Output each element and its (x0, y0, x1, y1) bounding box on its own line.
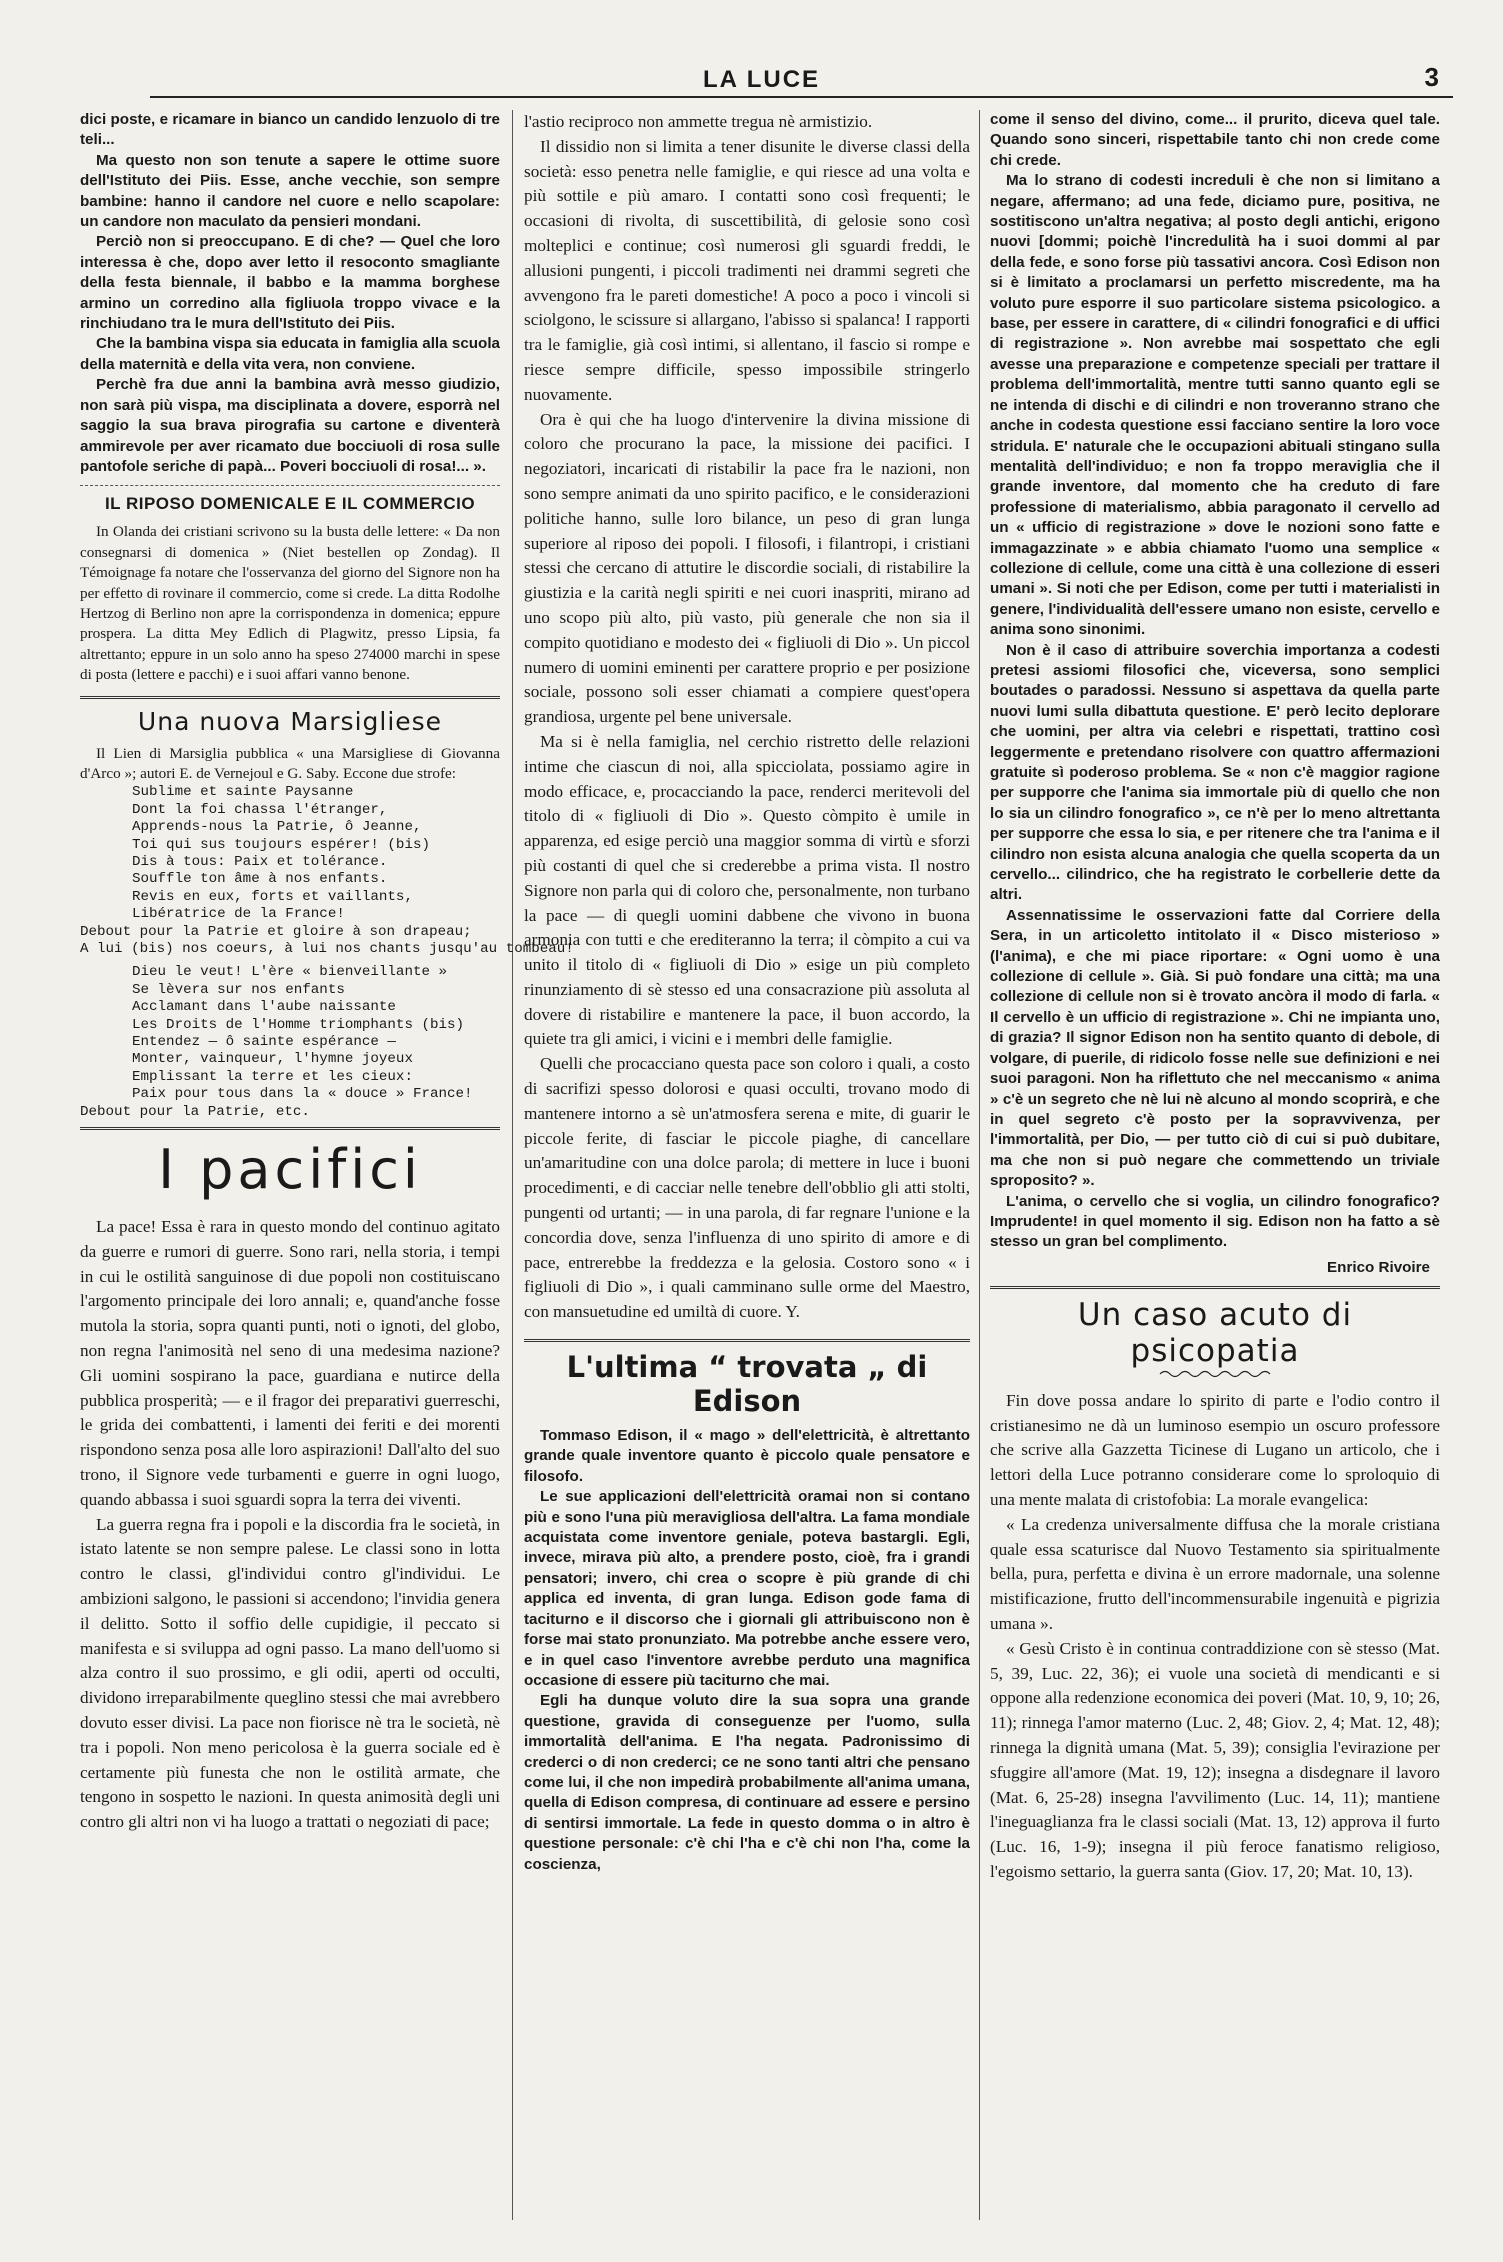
poem-line: Les Droits de l'Homme triomphants (bis) (132, 1016, 465, 1033)
poem-line: Emplissant la terre et les cieux: (132, 1068, 413, 1085)
pacifici-heading: I pacifici (158, 1138, 422, 1202)
poem-line: Dont la foi chassa l'étranger, (132, 801, 388, 818)
column-1 (80, 110, 574, 2230)
newspaper-title: LA LUCE (702, 66, 821, 93)
paragraph: L'anima, o cervello che si voglia, un cilindro fonografico? Imprudente! in quel momento il sig. Edison non ha fatto a sè stesso un gran bel complimento. (990, 1192, 1440, 1251)
paragraph: Il dissidio non si limita a tener disunite le diverse classi della società: esso penetra nelle famiglie, e qui riesce ad una volta e più sottile e più amaro. I contatti sono così frequenti; le occasioni di rivolta, di suscettibilità, di gelosie sono così molteplici e continue; così numerosi gli sguardi freddi, le allusioni pungenti, i piccoli tradimenti nei drammi segreti che avvengono fra le pareti domestiche! A poco a poco i vincoli si sciolgono, le scissure si allargano, l'abisso si spalanca! I rapporti tra le famiglie, già così intimi, si allentano, il fascio si rompe e riesce sempre difficile, spesso impossibile stringerlo nuovamente. (524, 136, 970, 404)
trovata-article (524, 1426, 970, 1875)
page-number: 3 (1424, 62, 1439, 92)
poem-line: Dis à tous: Paix et tolérance. (132, 854, 388, 870)
paragraph: Ora è qui che ha luogo d'intervenire la divina missione di coloro che procurano la pace, la missione dei pacifici. I negoziatori, incaricati di ristabilir la pace fra le nazioni, non sono sempre animati da uno spirito pacifico, e le considerazioni politiche hanno, sulle loro bilance, un peso di gran lunga superiore al riposo dei popoli. I filosofi, i filantropi, i cristiani stessi che cercano di attutire le discordie sociali, di ristabilire la giustizia e la carità negli spiriti e nei cuori inaspriti, mirano ad uno scopo più alto, più vasto, più generale che non sia il compito quotidiano e modesto dei « figliuoli di Dio ». Un piccol numero di uomini eminenti per carattere proprio e per posizione sociale, possono soli esser chiamati a compiere quest'opera grandiosa, urgente pel bene universale. (524, 409, 970, 727)
paragraph: « La credenza universalmente diffusa che la morale cristiana quale essa scaturisce dal Nuovo Testamento sia spiritualmente bella, pura, perfetta e divina è un errore madornale, una solenne mistificazione, frutto dell'incommensurabile ingenuità e pigrizia umana ». (990, 1514, 1440, 1633)
intro-continuation (80, 110, 500, 477)
section-divider (524, 1339, 970, 1342)
decorative-squiggle (1160, 1369, 1270, 1379)
paragraph: l'astio reciproco non ammette tregua nè armistizio. (524, 112, 873, 131)
marsigliese-heading: Una nuova Marsigliese (137, 706, 443, 736)
section-divider (80, 1127, 500, 1130)
paragraph: Egli ha dunque voluto dire la sua sopra una grande questione, gravida di conseguenze per l'uomo, sulla immortalità dell'anima. E l'ha negata. Padronissimo di crederci o di non crederci; ce ne sono tanti altri che pensano come lui, il che non impedirà probabilmente all'anima umana, quella di Edison compresa, di continuare ad essere e persino di sentirsi immortale. La fede in questo domma o in altro è questione personale: c'è chi l'ha e c'è chi non l'ha, come la coscienza, (524, 1692, 970, 1873)
paragraph: dici poste, e ricamare in bianco un candido lenzuolo di tre teli... (80, 111, 500, 149)
poem-line: Libératrice de la France! (132, 906, 345, 923)
pacifici-article (80, 1215, 500, 1835)
section-divider (80, 696, 500, 699)
poem-line: Debout pour la Patrie, etc. (80, 1103, 310, 1120)
pacifici-continuation (524, 110, 970, 1325)
column-2 (524, 110, 970, 2230)
column-divider (512, 110, 513, 2220)
paragraph: Non è il caso di attribuire soverchia importanza a codesti pretesi assiomi filosofici che, viceversa, sono semplici boutades o paradossi. Nessuno si aspettava da quella parte nuovi lumi sulla dibattuta questione. E' però lecito deplorare che uomini, per altra via celebri e rispettati, trattino così leggermente e pretendano risolvere con quattro affermazioni gratuite sì poderoso problema. Se « non c'è maggior ragione per supporre che l'anima sia immortale più di quello che non lo sia un cilindro fonografico », ce n'è per lo meno altrettanta per supporre che essa lo sia, e per ritenere che tra l'anima e il cilindro non esista alcuna analogia che quella scoperta da un cervello... cilindrico, che ha registrato le corbellerie dette da altri. (990, 641, 1440, 904)
poem-line: Se lèvera sur nos enfants (132, 981, 345, 998)
author-signature: Enrico Rivoire (1327, 1258, 1430, 1276)
paragraph: Ma lo strano di codesti increduli è che non si limitano a negare, affermano; ad una fede, diciamo pure, positiva, ne sostitiscono un'altra negativa; al posto degli antichi, erigono nuovi [dommi; poichè l'incredulità ha i suoi dommi al par della fede, e sono forse più tassativi ancora. Così Edison non si è limitato a proclamarsi un perfetto miscredente, ma ha voluto pure esporre il suo particolare sistema psicologico. a base, per essere in carattere, di « cilindri fonografici e di uffici di registrazione ». Non avrebbe mai sospettato che egli avesse una preparazione e competenze speciali per trattare il problema dell'immortalità, mentre tutti sanno quanto egli se ne intenda di dischi e di cilindri e non troveranno strano che anche in codesta questione essi facciano sentire la loro voce stridula. E' naturale che le occupazioni abituali stingano sulla mentalità dell'individuo; e non fa troppo meraviglia che il grande inventore, dal momento che ha creduto di fare professione di materialismo, abbia paragonato il cervello ad un « ufficio di registrazione » dove le nozioni sono fatte e immagazzinate » e abbia chiamato l'uomo una semplice « collezione di cellule, come una città è una collezione di esseri umani ». Si noti che per Edison, come per tutti i materialisti in genere, l'individualità dell'essere umano non esiste, cervello e anima sono sinonimi. (990, 172, 1440, 639)
caso-heading: Un caso acuto di psicopatia (1077, 1296, 1353, 1369)
paragraph: Perchè fra due anni la bambina avrà messo giudizio, non sarà più vispa, ma disciplinata a dovere, esporrà nel saggio la sua brava pirografia su cartone e diventerà ammirevole per aver ricamato due bocciuoli di rosa sulle pantofole seriche di papà... Poveri bocciuoli di rosa!... ». (80, 376, 500, 475)
column-divider (979, 110, 980, 2220)
poem-line: A lui (bis) nos coeurs, à lui nos chants jusqu'au tombeau! (80, 941, 574, 958)
poem-line: Dieu le veut! L'ère « bienveillante » (132, 964, 448, 981)
section-divider (990, 1286, 1440, 1289)
paragraph: come il senso del divino, come... il prurito, diceva quel tale. Quando sono sinceri, rispettabile tanto chi non crede come chi crede. (990, 111, 1440, 169)
trovata-heading: L'ultima “ trovata „ di Edison (566, 1350, 928, 1419)
paragraph: Tommaso Edison, il « mago » dell'elettricità, è altrettanto grande quale inventore quanto è piccolo quale pensatore e filosofo. (524, 1427, 970, 1485)
paragraph: Che la bambina vispa sia educata in famiglia alla scuola della maternità e della vita vera, non conviene. (80, 335, 500, 373)
poem-line: Paix pour tous dans la « douce » France! (132, 1086, 473, 1103)
paragraph: « Gesù Cristo è in continua contraddizione con sè stesso (Mat. 5, 39, Luc. 22, 36); ei vuole una società di mendicanti e si oppone alla redenzione economica dei poveri (Mat. 10, 9, 10; 26, 11); rinnega l'amor materno (Luc. 2, 48; Giov. 2, 4; Mat. 12, 48); rinnega la dignità umana (Mat. 5, 39); consiglia l'evirazione per sfuggire all'amore (Mat. 19, 12); insegna a disdegnare il lavoro (Mat. 6, 25-28) insegna l'avvilimento (Luc. 14, 11); mantiene l'ineguaglianza fra le classi sociali (Mat. 13, 12) approva il furto (Luc. 16, 1-9); insegna il più feroce fanatismo religioso, l'egoismo settario, la guerra santa (Giov. 17, 20; Mat. 10, 13). (990, 1638, 1440, 1881)
paragraph: Ma questo non son tenute a sapere le ottime suore dell'Istituto dei Piis. Esse, anche vecchie, son sempre bambine: hanno il candore nel cuore e nello scapolare: un candore non maculato da pensieri mondani. (80, 151, 500, 231)
paragraph: La guerra regna fra i popoli e la discordia fra le società, in istato latente se non sempre palese. Le classi sono in lotta contro le classi, gl'individui contro gl'individui. Le ambizioni salgono, le passioni si accendono; l'invidia genera il delitto. Sotto il soffio delle cupidigie, il peccato si manifesta e si sviluppa ad ogni passo. La mano dell'uomo si alza contro il suo prossimo, e gli odii, aperti od occulti, dividono irreparabilmente queglino stessi che mai avrebbero dovuto esser divisi. La pace non fiorisce nè tra le società, nè tra i popoli. Non meno pericolosa è la guerra sociale ed è certamente più funesta che non le ostilità armate, che tengono in sospetto le nazioni. In questa animosità degli uni contro gli altri non vi ha luogo a trattati o negoziati di pace; (80, 1514, 500, 1832)
poem-line: Entendez — ô sainte espérance — (132, 1034, 396, 1051)
riposo-article: In Olanda dei cristiani scrivono su la busta delle lettere: « Da non consegnarsi di domenica » (Niet bestellen op Zondag). Il Témoignage fa notare che l'osservanza del giorno del Signore non ha per effetto di rovinare il commercio, come si crede. La ditta Rodolhe Hertzog di Berlino non apre la corrispondenza in domenica; eppure prospera. La ditta Mey Edlich di Plagwitz, presso Lipsia, fa altrettanto; eppure in un solo anno ha speso 274000 marchi in spese di posta (lettere e pacchi) e i suoi affari vanno benone. (80, 523, 500, 684)
trovata-continuation (990, 110, 1440, 1253)
poem-line: Debout pour la Patrie et gloire à son drapeau; (80, 923, 472, 940)
poem-line: Souffle ton âme à nos enfants. (132, 871, 388, 888)
paragraph: Perciò non si preoccupano. E di che? — Quel che loro interessa è che, dopo aver letto il resoconto smagliante della festa biennale, il babbo e la mamma borghese armino un corredino alla figliuola troppo vivace e la rinchiudano tra le mura dell'Istituto dei Piis. (80, 233, 500, 333)
paragraph: Le sue applicazioni dell'elettricità oramai non si contano più e sono l'una più meravigliosa dell'altra. La fama mondiale acquistata come inventore geniale, poteva bastargli. Egli, invece, mirava più alto, a prendere posto, cioè, fra i grandi pensatori; invero, chi crea o scopre è più grande di chi applica ed inventa, di gran lunga. Edison gode fama di taciturno e il discorso che i giornali gli attribuiscono non è forse mai stato pronunziato. Ma potrebbe anche essere vero, e in quel caso l'inventore avrebbe perduto una magnifica occasione di essere più taciturno che mai. (524, 1488, 970, 1689)
paragraph: Assennatissime le osservazioni fatte dal Corriere della Sera, in un articoletto intitolato il « Disco misterioso » (l'anima), e che mi piace riportare: « Ogni uomo è una collezione di cellule ». Già. Si può fondare una città; ma una collezione di cellule non si è trovato ancòra il modo di farla. « Il cervello è un ufficio di registrazione ». Chi ne impianta uno, di grazia? Il signor Edison non ha sentito quanto di debole, di volgare, di puerile, di ridicolo fosse nelle sue definizioni e nei suoi paragoni. Non ha riflettuto che nel meccanismo « anima » c'è un segreto che nè lui nè alcuno al mondo scoprirà, e che in quel segreto c'è posto per la sopravvivenza, per l'immortalità, per Dio, — per tutto ciò di cui si può dubitare, ma che non si può negare che commettendo un triviale sproposito? ». (990, 906, 1440, 1190)
poem-line: Monter, vainqueur, l'hymne joyeux (132, 1051, 413, 1068)
masthead-rule (150, 96, 1453, 98)
poem-line: Toi qui sus toujours espérer! (bis) (132, 836, 430, 853)
marsigliese-intro: Il Lien di Marsiglia pubblica « una Marsigliese di Giovanna d'Arco »; autori E. de Vernejoul e G. Saby. Eccone due strofe: (80, 744, 500, 782)
paragraph: Quelli che procacciano questa pace son coloro i quali, a costo di sacrifizi spesso dolorosi e quasi occulti, trovano modo di mantenere intorno a sè un'atmosfera serena e mite, di guarir le piccole ferite, di fasciar le piccole piaghe, di cancellare un'amaritudine con una dolce parola; di mettere in luce i buoni procedimenti, e di cacciar nelle tenebre dell'obblio gli atti stolti, pungenti od urtanti; — in una parola, di far regnare l'unione e la concordia dove, senza l'influenza di uno spirito di amore e di pace, entrerebbe la freddezza e la gelosia. Costoro sono « i figliuoli di Dio », i quali camminano sulle orme del Maestro, con mansuetudine ed umiltà di cuore. Y. (524, 1054, 970, 1322)
marsigliese-poem (80, 784, 574, 1121)
caso-article (990, 1389, 1440, 1885)
poem-line: Apprends-nous la Patrie, ô Jeanne, (132, 819, 422, 836)
poem-line: Acclamant dans l'aube naissante (132, 999, 396, 1016)
paragraph: La pace! Essa è rara in questo mondo del continuo agitato da guerre e rumori di guerre. Sono rari, nella storia, i tempi in cui le ostilità sanguinose di due popoli non costituiscano l'argomento principale dei loro annali; e, quand'anche fosse mutola la storia, sopra quanti punti, noti o ignoti, del globo, non regna l'animosità nel seno di una medesima nazione? Gli uomini sospirano la pace, guardiana e nutirce della pubblica prosperità; — e il fragor dei preparativi guerreschi, le grida dei combattenti, i lamenti dei feriti e dei morenti rispondono senza posa alle loro aspirazioni! Dall'alto del suo trono, il Signore vede turbamenti e guerre in ogni luogo, quando abbassa i suoi sguardi sopra la terra dei viventi. (80, 1217, 500, 1509)
section-divider (80, 485, 500, 486)
column-3 (990, 110, 1440, 2230)
riposo-heading: IL RIPOSO DOMENICALE E IL COMMERCIO (104, 494, 476, 514)
poem-line: Sublime et sainte Paysanne (132, 784, 354, 801)
masthead (70, 58, 1453, 98)
poem-line: Revis en eux, forts et vaillants, (132, 888, 413, 905)
paragraph: Fin dove possa andare lo spirito di parte e l'odio contro il cristianesimo ne dà un luminoso esempio un oscuro professore che scrive alla Gazzetta Ticinese di Lugano un articolo, che i lettori della Luce potranno considerare come lo sproloquio di una mente malata di cristofobia: La morale evangelica: (990, 1390, 1440, 1509)
paragraph: Ma si è nella famiglia, nel cerchio ristretto delle relazioni intime che ciascun di noi, alla spicciolata, possiamo agire in modo efficace, e, procacciando la pace, renderci meritevoli del titolo di « figliuoli di Dio ». Questo còmpito è umile in apparenza, ed esige perciò una maggior somma di virtù e sforzi più costanti di quel che si crederebbe a prima vista. Il nostro Signore non parla qui di coloro che, personalmente, non turbano la pace — di quegli uomini dabbene che vivono in buona armonia con tutti e che erediteranno la terra; il còmpito a cui va unito il titolo di « figliuoli di Dio » esige un più completo rinunziamento di sè stesso ed una consacrazione più assoluta al dovere di ristabilire e mantenere la pace, il buon accordo, la quiete tra gli amici, i vicini e i membri delle famiglie. (524, 731, 970, 1049)
